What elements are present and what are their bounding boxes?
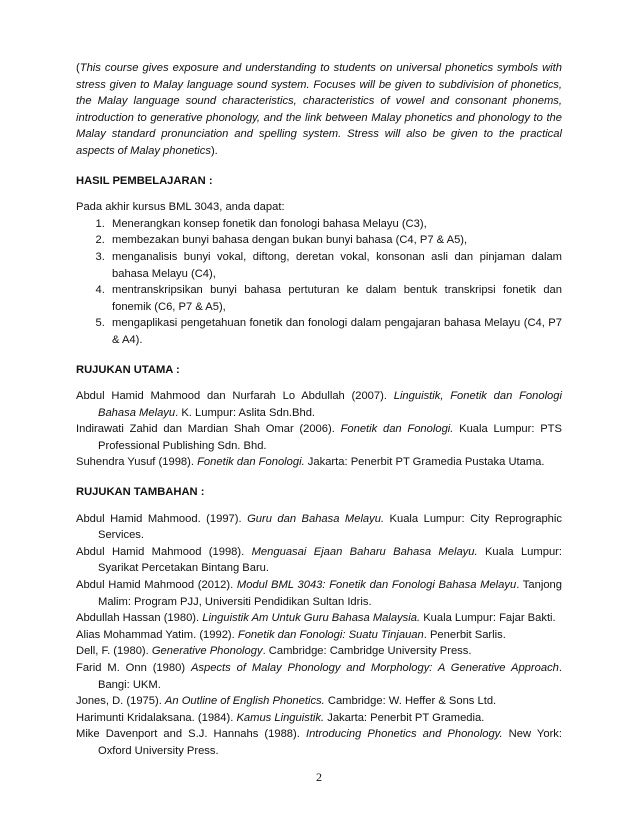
reference-item: [76, 726, 562, 759]
reference-author: Abdul Hamid Mahmood (2012).: [76, 579, 237, 592]
learning-outcomes-heading: HASIL PEMBELAJARAN :: [76, 174, 213, 187]
reference-author: Abdul Hamid Mahmood dan Nurfarah Lo Abdullah (2007).: [76, 390, 394, 403]
abstract-open-paren: (: [76, 62, 80, 74]
page-number: 2: [316, 770, 322, 784]
reference-publisher: Jakarta: Penerbit PT Gramedia Pustaka Utama.: [304, 456, 545, 469]
reference-author: Abdullah Hassan (1980).: [76, 612, 203, 625]
reference-author: Indirawati Zahid dan Mardian Shah Omar (2006).: [76, 423, 341, 436]
reference-title: Modul BML 3043: Fonetik dan Fonologi Bahasa Melayu: [236, 579, 517, 592]
reference-publisher: Kuala Lumpur: City Reprographic Services.: [98, 512, 562, 542]
abstract-text: This course gives exposure and understanding to students on universal phonetics symbols with stress given to Malay language sound system. Focuses will be given to subdivision of phonetics, the Malay language sound characteristics, characteristics of vowel and consonant phonems, introduction to generative phonology, and the link between Malay phonetics and phonology to the Malay standard pronunciation and spelling system. Stress will also be given to the practical aspects of Malay phonetics: [76, 62, 562, 157]
main-references-list: [76, 388, 562, 471]
outcome-item: 1. Menerangkan konsep fonetik dan fonologi bahasa Melayu (C3),: [108, 216, 562, 233]
reference-author: Jones, D. (1975).: [76, 695, 165, 708]
reference-title: Linguistik Am Untuk Guru Bahasa Malaysia.: [202, 612, 421, 625]
reference-author: Dell, F. (1980).: [76, 645, 152, 658]
course-abstract: [76, 60, 562, 160]
learning-outcomes-list: [76, 216, 562, 349]
reference-author: Abdul Hamid Mahmood (1998).: [76, 545, 252, 558]
outcome-item: 4. mentranskripsikan bunyi bahasa pertuturan ke dalam bentuk transkripsi fonetik dan fonemik (C6, P7 & A5),: [108, 282, 562, 315]
reference-publisher: Jakarta: Penerbit PT Gramedia.: [324, 711, 485, 724]
reference-author: Mike Davenport and S.J. Hannahs (1988).: [76, 728, 306, 741]
outcome-item: 3. menganalisis bunyi vokal, diftong, deretan vokal, konsonan asli dan pinjaman dalam bahasa Melayu (C4),: [108, 249, 562, 282]
reference-item: [76, 577, 562, 610]
reference-item: [76, 643, 562, 660]
reference-title: Fonetik dan Fonologi.: [197, 456, 305, 469]
reference-author: Suhendra Yusuf (1998).: [76, 456, 198, 469]
reference-publisher: . Tanjong Malim: Program PJJ, Universiti Pendidikan Sultan Idris.: [98, 579, 562, 608]
page-content: [76, 60, 562, 760]
reference-title: Fonetik dan Fonologi.: [340, 423, 454, 436]
reference-publisher: . Bangi: UKM.: [98, 662, 562, 691]
reference-author: Alias Mohammad Yatim. (1992).: [76, 628, 238, 641]
reference-item: [76, 511, 562, 544]
reference-item: [76, 660, 562, 693]
reference-author: Harimunti Kridalaksana. (1984).: [76, 711, 237, 724]
reference-publisher: Kuala Lumpur: Syarikat Percetakan Bintang Baru.: [98, 545, 562, 575]
additional-references-list: [76, 511, 562, 760]
reference-publisher: Kuala Lumpur: Fajar Bakti.: [420, 612, 556, 625]
reference-publisher: Cambridge: W. Heffer & Sons Ltd.: [324, 695, 497, 708]
learning-outcomes-intro: Pada akhir kursus BML 3043, anda dapat:: [76, 201, 285, 214]
reference-title: Menguasai Ejaan Baharu Bahasa Melayu.: [251, 545, 478, 558]
reference-title: Guru dan Bahasa Melayu.: [247, 512, 385, 525]
reference-item: [76, 693, 562, 710]
reference-item: [76, 454, 562, 471]
reference-author: Farid M. Onn (1980): [76, 662, 191, 674]
outcome-item: 5. mengaplikasi pengetahuan fonetik dan fonologi dalam pengajaran bahasa Melayu (C4, P7 & A4).: [108, 315, 562, 348]
reference-item: [76, 421, 562, 454]
reference-item: [76, 710, 562, 727]
reference-title: Kamus Linguistik.: [236, 711, 325, 724]
reference-publisher: . Cambridge: Cambridge University Press.: [262, 645, 472, 658]
outcome-item: 2. membezakan bunyi bahasa dengan bukan bunyi bahasa (C4, P7 & A5),: [108, 232, 562, 249]
reference-title: Fonetik dan Fonologi: Suatu Tinjauan: [237, 628, 424, 641]
reference-publisher: New York: Oxford University Press.: [98, 728, 562, 757]
abstract-close-paren: ).: [210, 144, 218, 157]
reference-publisher: . Penerbit Sarlis.: [423, 628, 506, 641]
reference-publisher: Kuala Lumpur: PTS Professional Publishing Sdn. Bhd.: [98, 423, 562, 452]
reference-item: [76, 610, 562, 627]
reference-item: [76, 388, 562, 421]
reference-title: Introducing Phonetics and Phonology.: [305, 728, 503, 741]
main-references-heading: RUJUKAN UTAMA :: [76, 363, 180, 376]
reference-title: Aspects of Malay Phonology and Morphology: A Generative Approach: [190, 662, 559, 674]
reference-item: [76, 544, 562, 577]
reference-title: Linguistik, Fonetik dan Fonologi Bahasa Melayu: [98, 390, 562, 419]
additional-references-heading: RUJUKAN TAMBAHAN :: [76, 486, 205, 499]
reference-item: [76, 627, 562, 644]
reference-publisher: . K. Lumpur: Aslita Sdn.Bhd.: [175, 406, 316, 419]
reference-title: An Outline of English Phonetics.: [164, 695, 325, 708]
reference-author: Abdul Hamid Mahmood. (1997).: [76, 512, 248, 525]
reference-title: Generative Phonology: [151, 645, 263, 658]
